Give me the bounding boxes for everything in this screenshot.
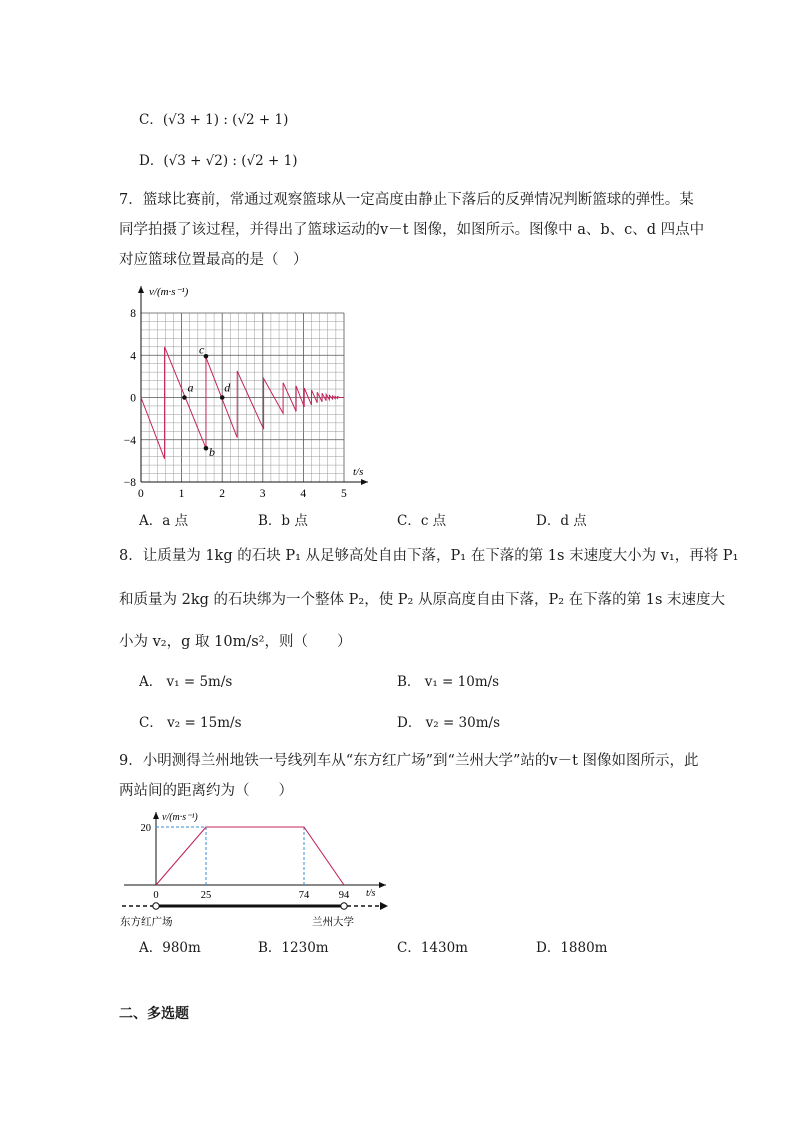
section-title: 二、多选题	[119, 1006, 189, 1022]
q9-option-c[interactable]: C．1430m	[397, 940, 468, 956]
chart1-axes	[138, 286, 368, 485]
q6-option-d[interactable]: D．(√3 + √2) : (√2 + 1)	[139, 153, 298, 169]
x-tick-label: 1	[178, 488, 185, 500]
q7-text-line3: 对应篮球位置最高的是（ ）	[119, 252, 308, 268]
point-a	[182, 395, 187, 400]
q8-text-line2: 和质量为 2kg 的石块绑为一个整体 P₂，使 P₂ 从原高度自由下落，P₂ 在下落的第 1s 末速度大	[119, 592, 726, 608]
y-tick-label: −4	[123, 434, 136, 447]
x-tick-label: 5	[341, 488, 347, 500]
x-tick-label: 3	[259, 488, 266, 500]
q8-option-a[interactable]: A． v₁ = 5m/s	[139, 674, 233, 690]
q9-option-d[interactable]: D．1880m	[536, 940, 608, 956]
q8-option-d[interactable]: D． v₂ = 30m/s	[397, 715, 501, 731]
q7-option-a[interactable]: A．a 点	[139, 513, 189, 529]
point-c	[204, 354, 209, 359]
q8-text-line3: 小为 v₂，g 取 10m/s²，则（ ）	[119, 634, 352, 650]
basketball-vt-chart	[115, 278, 380, 500]
point-d	[220, 395, 225, 400]
track-arrow	[380, 902, 388, 910]
x-tick-label: 94	[338, 890, 350, 901]
x-axis-arrow	[361, 479, 368, 485]
y-axis-arrow	[153, 812, 159, 819]
q6-option-c[interactable]: C．(√3 + 1) : (√2 + 1)	[139, 112, 289, 128]
y-tick-label: 4	[130, 350, 136, 363]
subway-vt-chart	[118, 808, 393, 933]
chart2-station-end: 兰州大学	[312, 917, 354, 928]
q7-option-d[interactable]: D．d 点	[536, 513, 587, 529]
chart2-ticks	[141, 823, 351, 901]
q7-option-b[interactable]: B．b 点	[258, 513, 308, 529]
chart2-guides	[156, 827, 304, 885]
q8-option-c[interactable]: C． v₂ = 15m/s	[139, 715, 242, 731]
chart1-ylabel: v/(m·s⁻¹)	[149, 286, 189, 298]
x-tick-label: 4	[300, 488, 307, 500]
q9-text-line1: 9．小明测得兰州地铁一号线列车从“东方红广场”到“兰州大学”站的v－t 图像如图所示，此	[119, 753, 699, 769]
point-label-d: d	[224, 380, 231, 395]
y-tick-label: 0	[130, 392, 136, 405]
x-tick-label: 25	[200, 890, 212, 901]
chart2-series-line	[156, 827, 344, 885]
chart1-grid	[141, 313, 344, 482]
chart1-xlabel: t/s	[353, 466, 364, 478]
y-axis-arrow	[138, 286, 144, 293]
point-label-b: b	[208, 445, 215, 460]
q8-option-b[interactable]: B． v₁ = 10m/s	[397, 674, 500, 690]
chart2-station-track	[122, 902, 388, 910]
q7-option-c[interactable]: C．c 点	[397, 513, 447, 529]
q7-text-line1: 7．篮球比赛前，常通过观察篮球从一定高度由静止下落后的反弹情况判断篮球的弹性。某	[119, 192, 694, 208]
x-tick-label: 0	[138, 488, 144, 500]
q7-text-line2: 同学拍摄了该过程，并得出了篮球运动的v－t 图像，如图所示。图像中 a、b、c、d 四点中	[119, 222, 705, 238]
y-tick-label: 20	[140, 823, 151, 834]
y-tick-label: 8	[130, 308, 136, 320]
point-b	[204, 446, 209, 451]
chart2-xlabel: t/s	[366, 888, 376, 899]
x-axis-arrow	[379, 882, 386, 888]
q9-text-line2: 两站间的距离约为（ ）	[119, 783, 293, 799]
chart2-ylabel: v/(m·s⁻¹)	[162, 812, 198, 823]
x-tick-label: 0	[153, 890, 159, 901]
station-end-marker	[341, 903, 347, 909]
station-start-marker	[153, 903, 159, 909]
q9-option-a[interactable]: A．980m	[139, 940, 201, 956]
x-tick-label: 74	[298, 890, 310, 901]
q8-text-line1: 8．让质量为 1kg 的石块 P₁ 从足够高处自由下落，P₁ 在下落的第 1s 末速度大小为 v₁，再将 P₁	[119, 548, 739, 564]
x-tick-label: 2	[219, 488, 225, 500]
chart2-station-start: 东方红广场	[120, 917, 173, 928]
y-tick-label: −8	[123, 477, 136, 489]
q9-option-b[interactable]: B．1230m	[258, 940, 329, 956]
point-label-c: c	[198, 342, 205, 357]
point-label-a: a	[187, 380, 194, 395]
